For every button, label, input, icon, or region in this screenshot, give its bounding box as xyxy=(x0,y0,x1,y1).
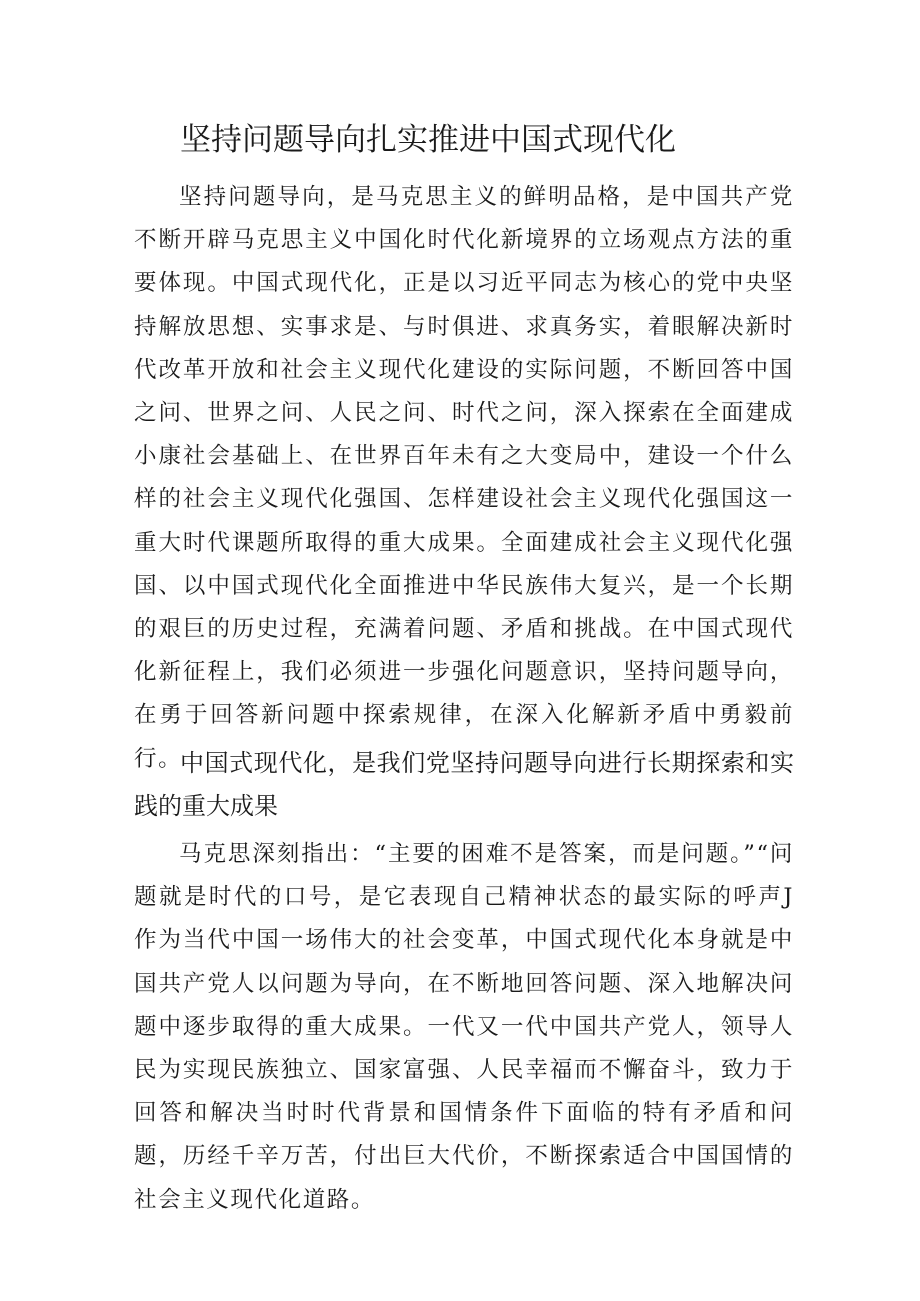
document-title: 坚持问题导向扎实推进中国式现代化 xyxy=(180,122,676,158)
intro-paragraph: 坚持问题导向，是马克思主义的鲜明品格，是中国共产党不断开辟马克思主义中国化时代化新境界的立场观点方法的重要体现。中国式现代化，正是以习近平同志为核心的党中央坚持解放思想、实事求是、与时俱进、求真务实，着眼解决新时代改革开放和社会主义现代化建设的实际问题，不断回答中国之问、世界之问、人民之问、时代之问，深入探索在全面建成小康社会基础上、在世界百年未有之大变局中，建设一个什么样的社会主义现代化强国、怎样建设社会主义现代化强国这一重大时代课题所取得的重大成果。全面建成社会主义现代化强国、以中国式现代化全面推进中华民族伟大复兴，是一个长期的艰巨的历史过程，充满着问题、矛盾和挑战。在中国式现代化新征程上，我们必须进一步强化问题意识，坚持问题导向，在勇于回答新问题中探索规律，在深入化解新矛盾中勇毅前行。 xyxy=(134,184,794,772)
section-heading: 中国式现代化，是我们党坚持问题导向进行长期探索和实践的重大成果 xyxy=(134,749,794,820)
section-paragraph: 马克思深刻指出：“主要的困难不是答案，而是问题。”“问题就是时代的口号，是它表现自己精神状态的最实际的呼声J作为当代中国一场伟大的社会变革，中国式现代化本身就是中国共产党人以问题为导向，在不断地回答问题、深入地解决问题中逐步取得的重大成果。一代又一代中国共产党人，领导人民为实现民族独立、国家富强、人民幸福而不懈奋斗，致力于回答和解决当时时代背景和国情条件下面临的特有矛盾和问题，历经千辛万苦，付出巨大代价，不断探索适合中国国情的社会主义现代化道路。 xyxy=(134,841,794,1213)
